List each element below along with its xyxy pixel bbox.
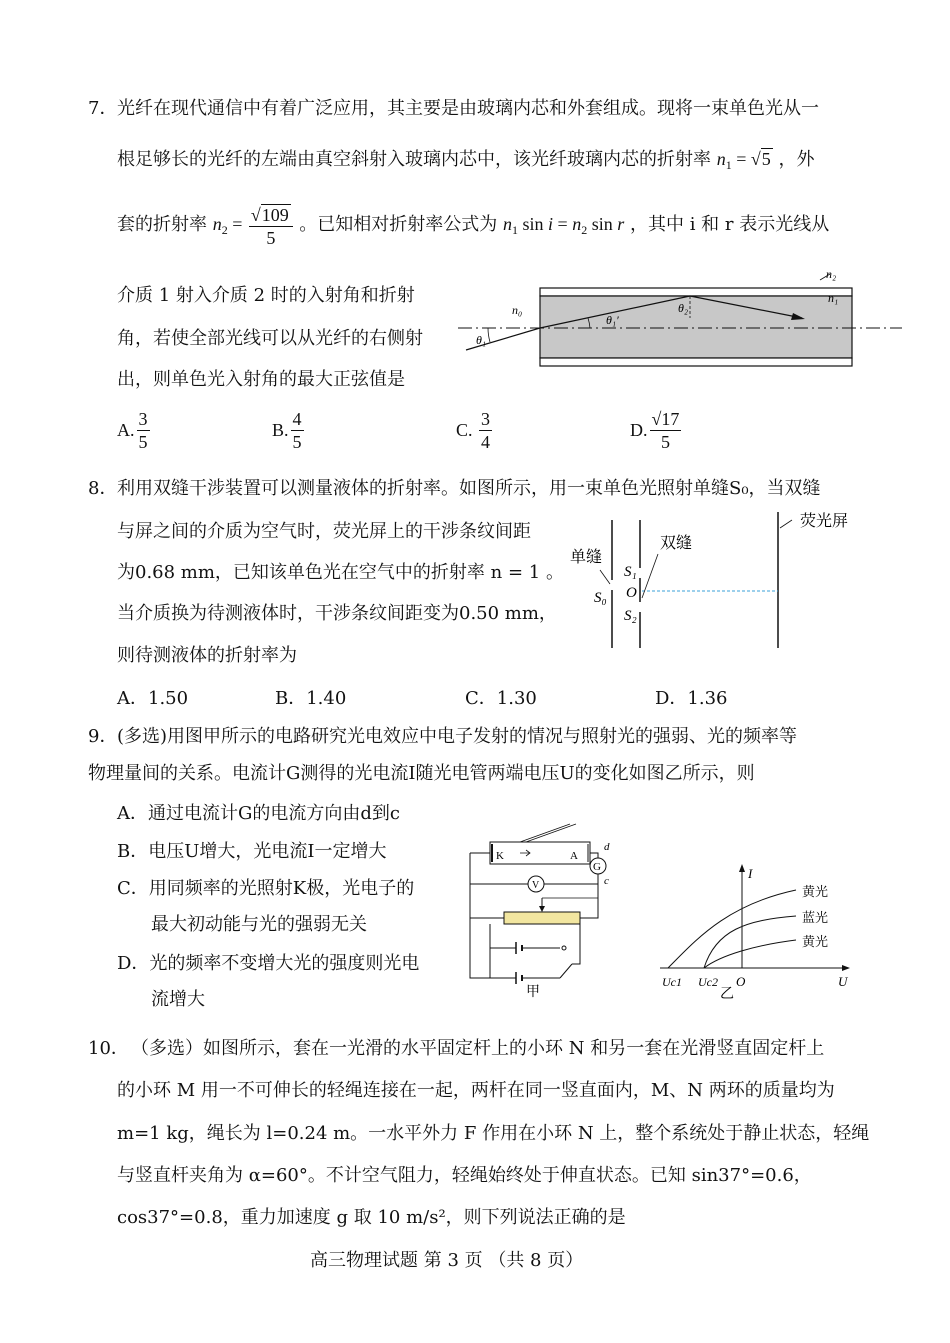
q8-line4: 当介质换为待测液体时，干涉条纹间距变为0.50 mm，	[117, 603, 557, 624]
rheostat	[504, 912, 580, 924]
q9-option-c-line2: 最大初动能与光的强弱无关	[151, 914, 367, 935]
label-S1: S₁	[624, 564, 637, 580]
q7-snell-formula: $n_1$ $\sin i = n_2$ sin r	[503, 214, 625, 237]
switch2-blade	[560, 964, 572, 978]
q7-line3	[117, 204, 829, 249]
q10-line4: 与竖直杆夹角为 α=60°。不计空气阻力，轻绳始终处于伸直状态。已知 sin37°=0.6，	[117, 1165, 812, 1186]
q7-option-c	[456, 408, 494, 453]
battery1-wire	[490, 924, 516, 948]
label-screen: 荧光屏	[800, 513, 849, 530]
caption-yi: 乙	[720, 987, 734, 1002]
q8-line3: 为0.68 mm，已知该单色光在空气中的折射率 n = 1 。	[117, 562, 564, 583]
label-n0: n₀	[512, 303, 523, 317]
label-yellow-weak: 黄光	[802, 934, 829, 949]
label-n1: n₁	[828, 291, 839, 305]
label-c: c	[604, 875, 609, 887]
q7-option-a-num: 3	[138, 409, 148, 429]
q9-iu-graph	[656, 860, 856, 1000]
q7-option-b	[272, 408, 306, 453]
q7-line2	[117, 147, 815, 177]
label-Uc2: Uc2	[698, 975, 718, 989]
q10-line1: （多选）如图所示，套在一光滑的水平固定杆上的小环 N 和另一套在光滑竖直固定杆上	[131, 1038, 825, 1059]
q7-option-a-label: A.	[117, 420, 135, 440]
fiber-cladding-bottom	[540, 358, 852, 366]
label-K: K	[496, 850, 504, 862]
q7-n1-formula: $n_1 = √5$	[716, 149, 771, 172]
label-I: I	[748, 866, 753, 881]
q9-option-d-line1: D．光的频率不变增大光的强度则光电	[117, 953, 420, 974]
curve-yellow-strong	[668, 890, 796, 968]
q9-circuit-diagram	[460, 828, 620, 1000]
label-yellow-strong: 黄光	[802, 884, 829, 899]
light-ray-2	[526, 824, 576, 842]
fiber-cladding-top	[540, 288, 852, 296]
label-O: O	[736, 974, 746, 989]
q7-line3-tail: ，其中 i 和 r 表示光线从	[629, 214, 830, 235]
q7-fiber-diagram	[450, 266, 910, 376]
q7-option-b-den: 5	[292, 432, 302, 452]
label-double-slit: 双缝	[660, 535, 693, 552]
right-wire	[580, 874, 598, 918]
q10-line5: cos37°=0.8，重力加速度 g 取 10 m/s²，则下列说法正确的是	[117, 1207, 626, 1228]
caption-jia: 甲	[526, 985, 540, 1000]
label-theta2: θ₂	[678, 301, 689, 315]
theta1-arc	[488, 328, 490, 342]
q7-option-b-num: 4	[292, 409, 302, 429]
q7-line3-mid: 。已知相对折射率公式为	[299, 214, 498, 235]
label-U: U	[838, 974, 848, 989]
q9-option-d-line2: 流增大	[151, 989, 205, 1010]
q8-option-b: B．1.40	[275, 688, 347, 709]
label-G: G	[593, 861, 601, 873]
label-O: O	[626, 585, 637, 601]
label-theta1: θ₁	[476, 333, 487, 347]
q8-option-a: A．1.50	[117, 688, 189, 709]
q9-option-c-line1: C．用同频率的光照射K极，光电子的	[117, 878, 415, 899]
q8-line1: 利用双缝干涉装置可以测量液体的折射率。如图所示，用一束单色光照射单缝S₀，当双缝	[117, 478, 821, 499]
q7-option-a-den: 5	[138, 432, 148, 452]
left-wire	[470, 853, 500, 978]
q7-option-d-den: 5	[660, 432, 670, 452]
q7-option-d-num: √17	[651, 409, 680, 429]
q7-line2-text: 根足够长的光纤的左端由真空斜射入玻璃内芯中，该光纤玻璃内芯的折射率	[117, 149, 711, 170]
label-S0: S₀	[594, 590, 607, 606]
u-axis-arrow-icon	[842, 965, 850, 971]
q7-line2-tail: ，外	[778, 149, 815, 170]
q7-line4: 介质 1 射入介质 2 时的入射角和折射	[117, 285, 415, 306]
light-ray-1	[520, 824, 570, 842]
label-single-slit: 单缝	[570, 549, 603, 566]
curve-yellow-weak	[704, 940, 796, 968]
q9-option-a: A．通过电流计G的电流方向由d到c	[117, 803, 400, 824]
anode-wire	[590, 853, 598, 858]
q8-number: 8．	[88, 478, 118, 499]
q9-option-b: B．电压U增大，光电流I一定增大	[117, 841, 387, 862]
q7-option-c-num: 3	[481, 409, 491, 429]
switch1-contact	[562, 946, 566, 950]
q8-line5: 则待测液体的折射率为	[117, 645, 297, 666]
q7-option-d-label: D.	[630, 420, 648, 440]
single-slit-leader	[600, 570, 610, 584]
screen-leader	[780, 520, 792, 528]
label-blue: 蓝光	[802, 910, 829, 925]
q8-option-d: D．1.36	[655, 688, 728, 709]
q8-double-slit-diagram	[560, 506, 870, 654]
q9-number: 9．	[88, 726, 118, 747]
q8-option-c: C．1.30	[465, 688, 537, 709]
label-A: A	[570, 850, 578, 862]
q10-line2: 的小环 M 用一不可伸长的轻绳连接在一起，两杆在同一竖直面内，M、N 两环的质量均为	[117, 1080, 835, 1101]
fiber-core	[540, 296, 852, 358]
q7-option-b-label: B.	[272, 420, 289, 440]
label-S2: S₂	[624, 608, 637, 624]
q7-option-d	[630, 408, 683, 453]
switch-wire-right	[572, 924, 580, 964]
label-Uc1: Uc1	[662, 975, 682, 989]
q7-option-c-den: 4	[481, 432, 491, 452]
q7-n2-formula: $n_2$ = $\frac{√109}{5}$	[213, 214, 300, 234]
q8-line2: 与屏之间的介质为空气时，荧光屏上的干涉条纹间距	[117, 521, 531, 542]
label-d: d	[604, 841, 610, 853]
q7-line1: 光纤在现代通信中有着广泛应用，其主要是由玻璃内芯和外套组成。现将一束单色光从一	[117, 98, 819, 119]
label-theta1-prime: θ₁′	[606, 313, 619, 327]
q9-line2: 物理量间的关系。电流计G测得的光电流I随光电管两端电压U的变化如图乙所示，则	[88, 763, 755, 784]
q7-option-c-label: C.	[456, 420, 473, 440]
q7-line3-head: 套的折射率	[117, 214, 207, 235]
i-axis-arrow-icon	[739, 864, 745, 872]
q9-line1: (多选)用图甲所示的电路研究光电效应中电子发射的情况与照射光的强弱、光的频率等	[117, 726, 798, 747]
q10-line3: m=1 kg，绳长为 l=0.24 m。一水平外力 F 作用在小环 N 上，整个系统处于静止状态，轻绳	[117, 1123, 870, 1144]
q7-line5: 角，若使全部光线可以从光纤的右侧射	[117, 328, 423, 349]
q7-number: 7．	[88, 98, 118, 119]
q10-number: 10．	[88, 1038, 129, 1059]
label-V: V	[532, 880, 540, 891]
q7-line6: 出，则单色光入射角的最大正弦值是	[117, 369, 405, 390]
label-n2: n₂	[826, 267, 837, 281]
q7-option-a	[117, 408, 152, 453]
slider-arrow-icon	[539, 906, 545, 912]
page-footer: 高三物理试题 第 3 页 （共 8 页）	[310, 1250, 584, 1271]
